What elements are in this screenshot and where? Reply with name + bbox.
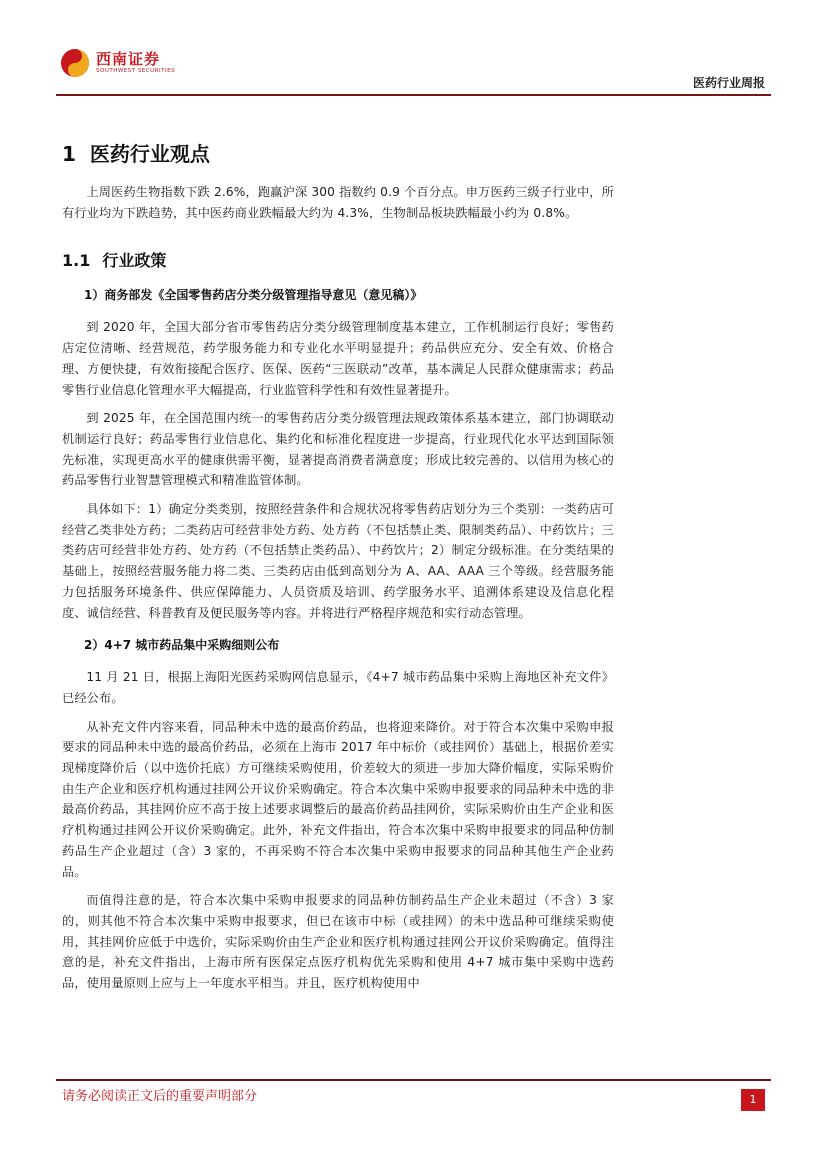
logo-emblem-icon	[60, 48, 90, 78]
paragraph-2020-goals: 到 2020 年，全国大部分省市零售药店分类分级管理制度基本建立，工作机制运行良好；零售药店定位清晰、经营规范，药学服务能力和专业化水平明显提升；药品供应充分、安全有效、价格合理、方便快捷，有效衔接配合医疗、医保、医药“三医联动”改革，基本满足人民群众健康需求；药品零售行业信息化管理水平大幅提高，行业监管科学性和有效性显著提升。	[62, 320, 614, 397]
paragraph-announcement: 11 月 21 日，根据上海阳光医药采购网信息显示，《4+7 城市药品集中采购上海地区补充文件》已经公布。	[62, 670, 614, 705]
disclaimer-note: 请务必阅读正文后的重要声明部分	[62, 1089, 258, 1104]
company-logo	[60, 48, 175, 78]
section-1-title: 医药行业观点	[89, 142, 210, 166]
section-1-heading	[62, 140, 614, 168]
header-divider	[56, 94, 771, 96]
main-content	[62, 140, 614, 994]
section-1-1-title: 行业政策	[102, 251, 167, 271]
footer-divider	[56, 1079, 771, 1081]
paragraph-notable: 而值得注意的是，符合本次集中采购申报要求的同品种仿制药品生产企业未超过（不含）3 家的，则其他不符合本次集中采购申报要求，但已在该市中标（或挂网）的未中选品种可继续采购使用，其挂网价应低于中选价，实际采购价由生产企业和医疗机构通过挂网公开议价采购确定。值得注意的是，补充文件指出，上海市所有医保定点医疗机构优先采购和使用 4+7 城市集中采购中选药品，使用量原则上应与上一年度水平相当。并且，医疗机构使用中	[62, 893, 614, 991]
page-number: 1	[741, 1089, 765, 1111]
paragraph-supplement: 从补充文件内容来看，同品种未中选的最高价药品，也将迎来降价。对于符合本次集中采购申报要求的同品种未中选的最高价药品，必须在上海市 2017 年中标价（或挂网价）基础上，根据价差实现梯度降价后（以中选价托底）方可继续采购使用，价差较大的须进一步加大降价幅度，实际采购价由生产企业和医疗机构通过挂网公开议价采购确定。符合本次集中采购申报要求的同品种未中选的非最高价药品，其挂网价应不高于按上述要求调整后的最高价药品挂网价，实际采购价由生产企业和医疗机构通过挂网公开议价采购确定。此外，补充文件指出，符合本次集中采购申报要求的同品种仿制药品生产企业超过（含）3 家的，不再采购不符合本次集中采购申报要求的同品种其他生产企业药品。	[62, 719, 614, 879]
paragraph-details: 具体如下：1）确定分类类别，按照经营条件和合规状况将零售药店划分为三个类别：一类药店可经营乙类非处方药；二类药店可经营非处方药、处方药（不包括禁止类、限制类药品）、中药饮片；三类药店可经营非处方药、处方药（不包括禁止类药品）、中药饮片；2）制定分级标准。在分类结果的基础上，按照经营服务能力将二类、三类药店由低到高划分为 A、AA、AAA 三个等级。经营服务能力包括服务环境条件、供应保障能力、人员资质及培训、药学服务水平、追溯体系建设及信息化程度、诚信经营、科普教育及便民服务等内容。并将进行严格程序规范和实行动态管理。	[62, 502, 614, 620]
subheading-2: 2）4+7 城市药品集中采购细则公布	[84, 638, 280, 653]
section-1-1-heading	[62, 249, 614, 273]
page-header	[60, 48, 767, 92]
section-1-paragraph: 上周医药生物指数下跌 2.6%，跑赢沪深 300 指数约 0.9 个百分点。申万医药三级子行业中，所有行业均为下跌趋势，其中医药商业跌幅最大约为 4.3%，生物制品板块跌幅最小约为 0.8%。	[62, 185, 614, 220]
logo-english-text: SOUTHWEST SECURITIES	[96, 68, 176, 74]
subheading-1: 1）商务部发《全国零售药店分类分级管理指导意见（意见稿）》	[84, 288, 423, 303]
section-1-number: 1	[62, 142, 76, 166]
report-type-label: 医药行业周报	[692, 76, 765, 90]
section-1-1-number: 1.1	[62, 251, 91, 271]
logo-chinese-text: 西南证券	[96, 50, 161, 68]
paragraph-2025-goals: 到 2025 年，在全国范围内统一的零售药店分类分级管理法规政策体系基本建立，部门协调联动机制运行良好；药品零售行业信息化、集约化和标准化程度进一步提高，行业现代化水平达到国际领先标准，实现更高水平的健康供需平衡，显著提高消费者满意度；形成比较完善的、以信用为核心的药品零售行业智慧管理模式和精准监管体制。	[62, 411, 614, 488]
